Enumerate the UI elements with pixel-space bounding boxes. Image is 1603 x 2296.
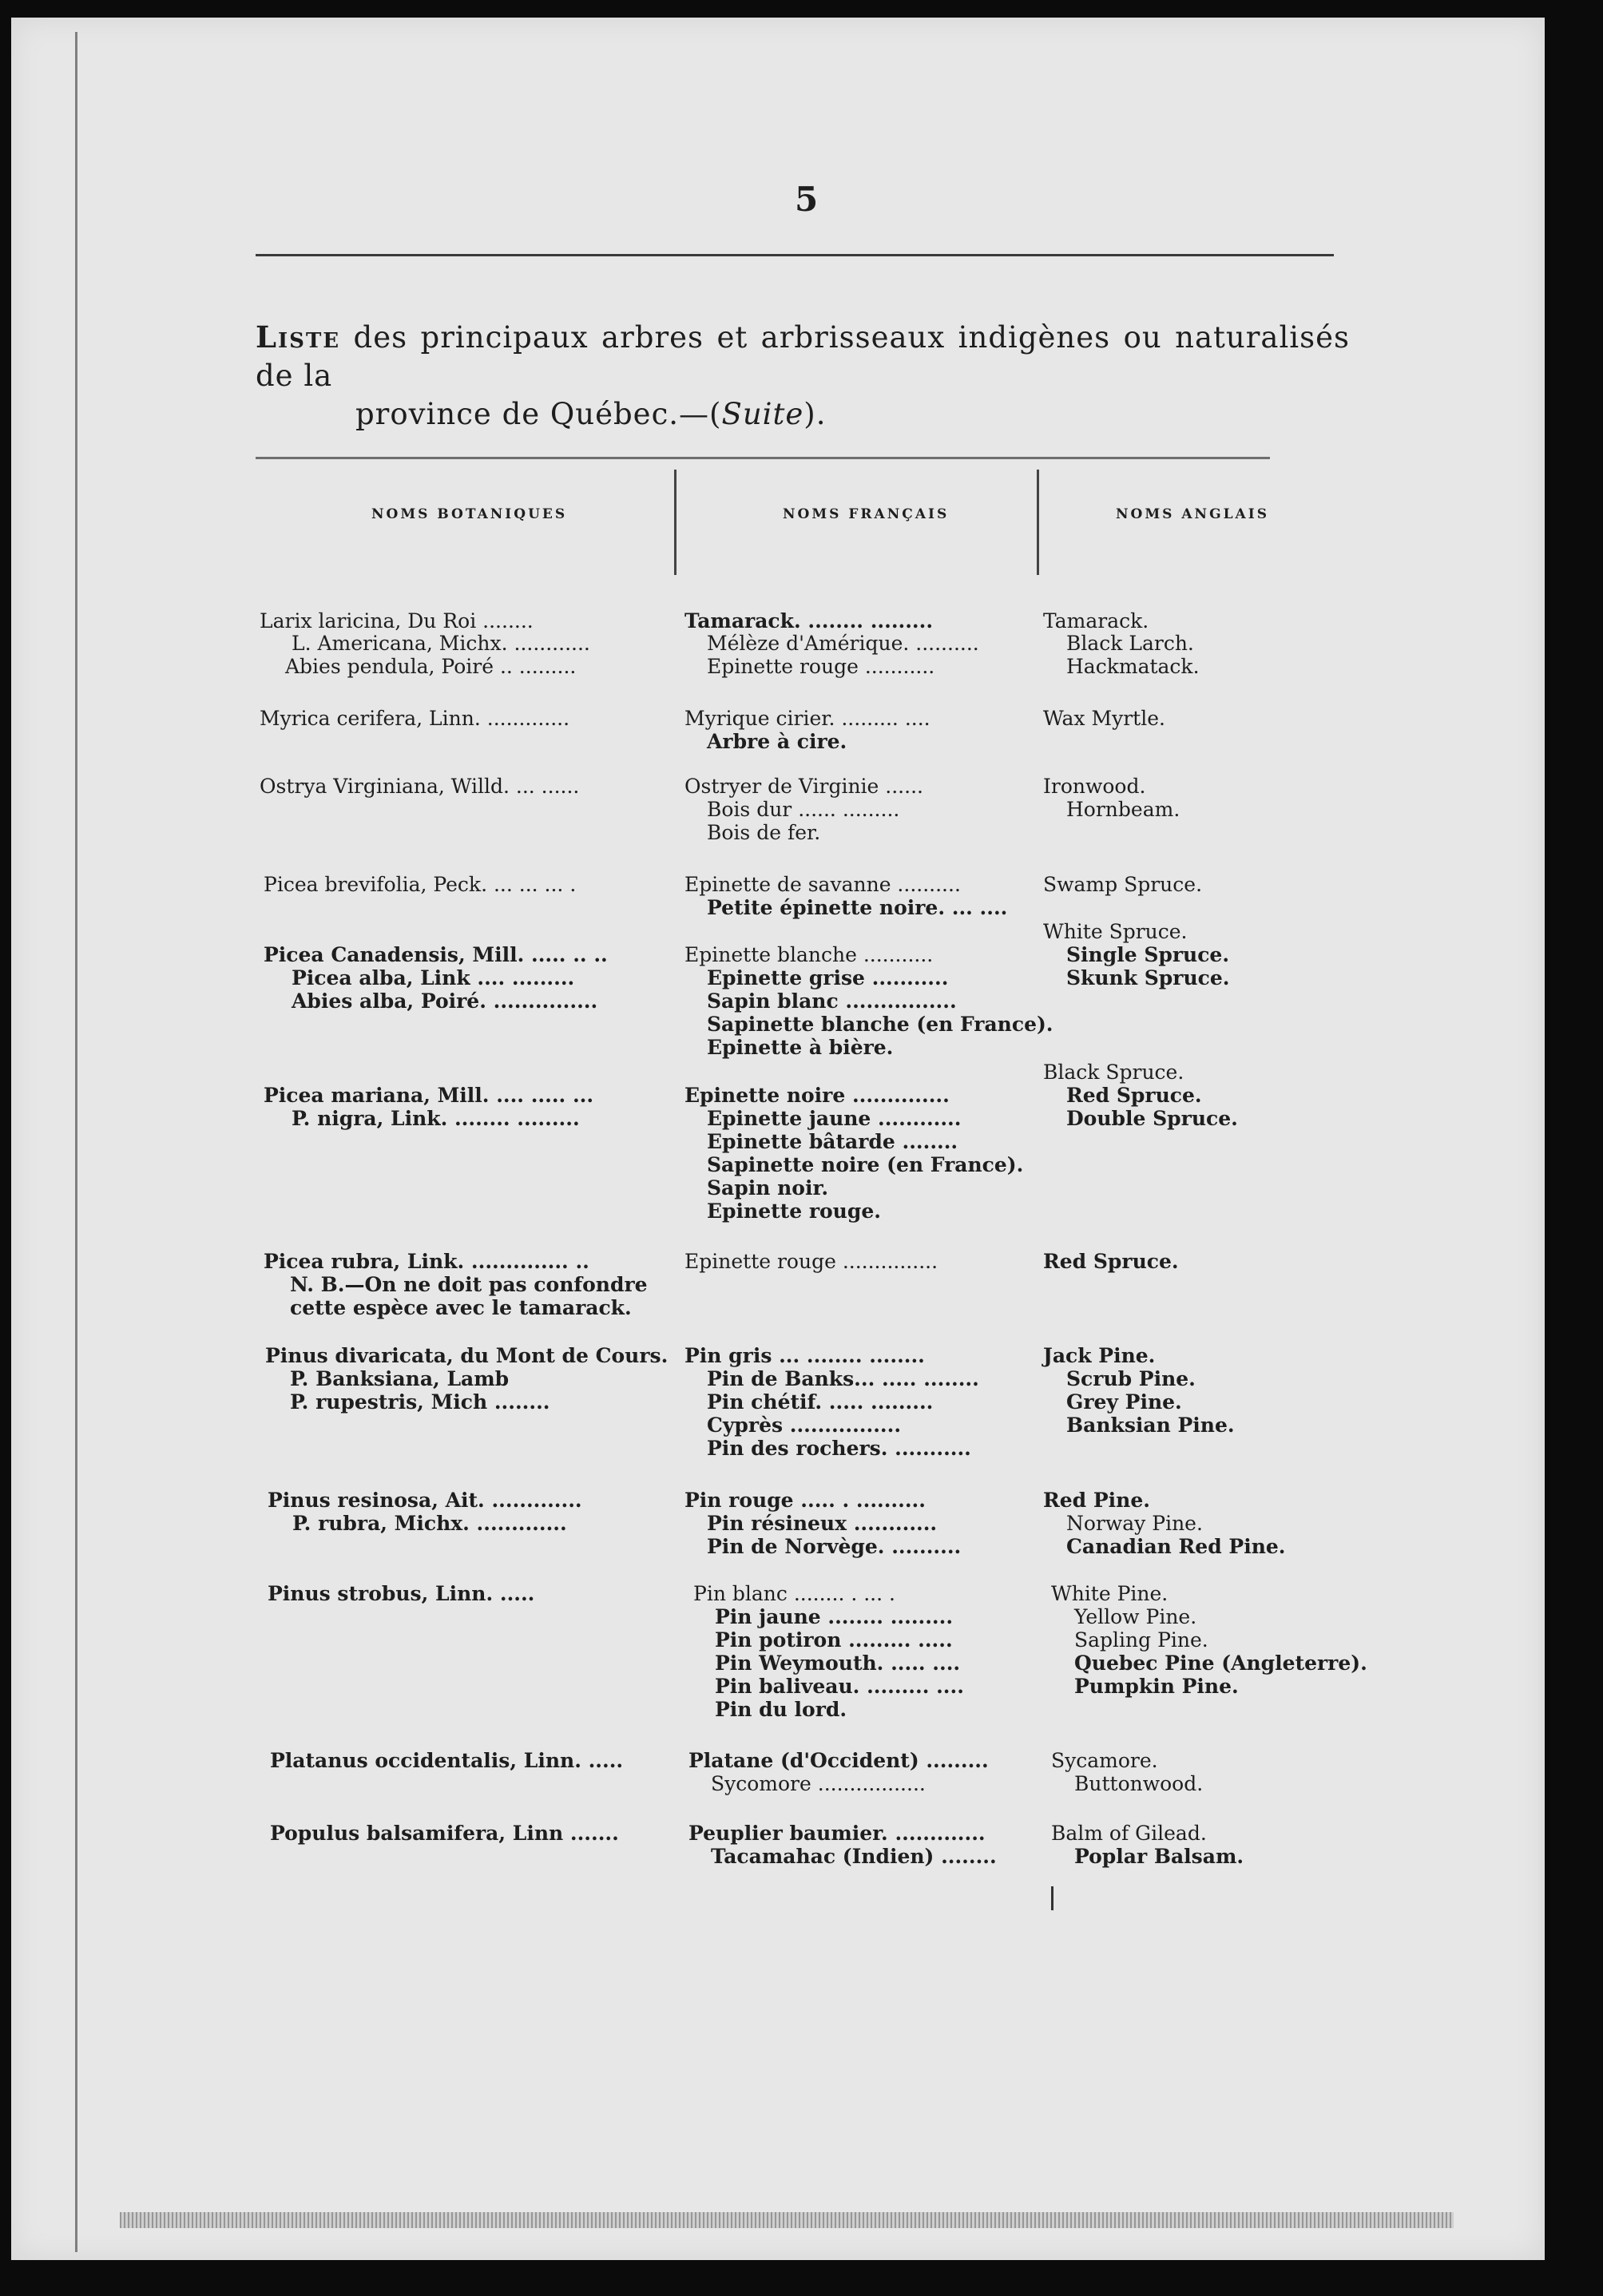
english-name: Canadian Red Pine.: [1066, 1535, 1286, 1558]
english-name: Swamp Spruce.: [1043, 873, 1203, 896]
english-name: Ironwood.: [1043, 775, 1146, 798]
french-name: Pin baliveau. ......... ....: [715, 1675, 964, 1698]
english-name: Pumpkin Pine.: [1074, 1675, 1239, 1698]
english-name: Tamarack.: [1043, 609, 1149, 632]
english-name: Red Spruce.: [1043, 1250, 1179, 1273]
french-name: Pin jaune ........ .........: [715, 1605, 954, 1628]
botanical-name: Myrica cerifera, Linn. .............: [260, 707, 570, 730]
english-name: Poplar Balsam.: [1074, 1845, 1244, 1868]
french-name: Epinette noire ..............: [684, 1084, 950, 1107]
scan-artifact-strip: [120, 2212, 1454, 2228]
column-header-english: NOMS ANGLAIS: [1116, 506, 1269, 522]
english-name: Wax Myrtle.: [1043, 707, 1165, 730]
botanical-name: Ostrya Virginiana, Willd. ... ......: [260, 775, 580, 798]
botanical-name: Pinus divaricata, du Mont de Cours.: [265, 1344, 669, 1367]
botanical-name: Abies alba, Poiré. ...............: [292, 989, 598, 1013]
french-name: Pin Weymouth. ..... ....: [715, 1652, 961, 1675]
french-name: Sapin noir.: [707, 1176, 829, 1200]
french-name: Pin potiron ......... .....: [715, 1628, 953, 1652]
french-name: Epinette rouge.: [707, 1200, 881, 1223]
french-name: Pin du lord.: [715, 1698, 847, 1721]
botanical-name: Pinus strobus, Linn. .....: [268, 1582, 535, 1605]
english-name: Single Spruce.: [1066, 943, 1230, 966]
french-name: Pin chétif. ..... .........: [707, 1390, 934, 1414]
page-number: 5: [795, 180, 819, 219]
english-name: Norway Pine.: [1066, 1512, 1203, 1535]
botanical-name: P. Banksiana, Lamb: [290, 1367, 510, 1390]
english-name: Jack Pine.: [1043, 1344, 1156, 1367]
botanical-name: Populus balsamifera, Linn .......: [270, 1822, 619, 1845]
french-name: Peuplier baumier. .............: [688, 1822, 986, 1845]
french-name: Pin de Norvège. ..........: [707, 1535, 962, 1558]
french-name: Pin rouge ..... . ..........: [684, 1489, 926, 1512]
english-name: Scrub Pine.: [1066, 1367, 1196, 1390]
french-name: Bois dur ...... .........: [707, 798, 900, 821]
french-name: Epinette grise ...........: [707, 966, 949, 989]
english-name: Double Spruce.: [1066, 1107, 1238, 1130]
botanical-name: Pinus resinosa, Ait. .............: [268, 1489, 582, 1512]
english-name: Grey Pine.: [1066, 1390, 1182, 1414]
french-name: Sapin blanc ................: [707, 989, 957, 1013]
english-name: Yellow Pine.: [1074, 1605, 1197, 1628]
french-name: Pin blanc ........ . ... .: [693, 1582, 895, 1605]
french-name: Pin gris ... ........ ........: [684, 1344, 925, 1367]
french-name: Pin des rochers. ...........: [707, 1437, 971, 1460]
english-name: Black Larch.: [1066, 632, 1194, 655]
english-name: Black Spruce.: [1043, 1061, 1184, 1084]
french-name: Cyprès ................: [707, 1414, 902, 1437]
title-suite: Suite: [721, 397, 804, 431]
english-name: Hornbeam.: [1066, 798, 1180, 821]
title-end: ).: [803, 397, 827, 431]
french-name: Arbre à cire.: [707, 730, 847, 753]
botanical-name: Picea Canadensis, Mill. ..... .. ..: [264, 943, 608, 966]
botanical-name: P. rubra, Michx. .............: [292, 1512, 567, 1535]
french-name: Epinette de savanne ..........: [684, 873, 961, 896]
column-header-french: NOMS FRANÇAIS: [783, 506, 950, 522]
french-name: Mélèze d'Amérique. ..........: [707, 632, 979, 655]
header-rule: [256, 254, 1334, 256]
title-line2: province de Québec.—(: [355, 397, 722, 431]
botanical-name: Larix laricina, Du Roi ........: [260, 609, 534, 632]
binding-edge: [75, 32, 77, 2252]
french-name: Epinette rouge ...........: [707, 655, 935, 678]
botanical-name: Picea rubra, Link. .............. ..: [264, 1250, 589, 1273]
french-name: Epinette jaune ............: [707, 1107, 962, 1130]
title-line1: des principaux arbres et arbrisseaux indigènes ou naturalisés de la: [256, 320, 1350, 393]
table-top-rule: [256, 457, 1270, 459]
title-lead: Liste: [256, 319, 341, 355]
english-name: Red Spruce.: [1066, 1084, 1202, 1107]
french-name: Epinette rouge ...............: [684, 1250, 938, 1273]
botanical-name: Abies pendula, Poiré .. .........: [285, 655, 577, 678]
english-name: Quebec Pine (Angleterre).: [1074, 1652, 1367, 1675]
botanical-name: Platanus occidentalis, Linn. .....: [270, 1749, 624, 1772]
english-name: White Pine.: [1051, 1582, 1169, 1605]
french-name: Bois de fer.: [707, 821, 821, 844]
french-name: Platane (d'Occident) .........: [688, 1749, 989, 1772]
column-divider-right: [1037, 470, 1039, 575]
french-name: Epinette à bière.: [707, 1036, 894, 1059]
column-header-botanical: NOMS BOTANIQUES: [371, 506, 568, 522]
french-name: Sapinette blanche (en France).: [707, 1013, 1053, 1036]
botanical-note: cette espèce avec le tamarack.: [290, 1296, 632, 1319]
title-line2-wrap: [256, 395, 1350, 434]
english-name: Buttonwood.: [1074, 1772, 1204, 1795]
botanical-name: Picea alba, Link .... .........: [292, 966, 575, 989]
scan-border: [1545, 0, 1603, 2296]
french-name: Epinette bâtarde ........: [707, 1130, 958, 1153]
botanical-name: Picea brevifolia, Peck. ... ... ... .: [264, 873, 577, 896]
english-name: White Spruce.: [1043, 920, 1188, 943]
botanical-name: Picea mariana, Mill. .... ..... ...: [264, 1084, 594, 1107]
english-name: Sapling Pine.: [1074, 1628, 1208, 1652]
column-divider-left: [674, 470, 677, 575]
french-name: Tacamahac (Indien) ........: [711, 1845, 997, 1868]
french-name: Sapinette noire (en France).: [707, 1153, 1024, 1176]
english-name: Sycamore.: [1051, 1749, 1158, 1772]
french-name: Sycomore .................: [711, 1772, 926, 1795]
french-name: Epinette blanche ...........: [684, 943, 934, 966]
botanical-note: N. B.—On ne doit pas confondre: [290, 1273, 648, 1296]
botanical-name: P. rupestris, Mich ........: [290, 1390, 550, 1414]
english-name: Red Pine.: [1043, 1489, 1150, 1512]
botanical-name: P. nigra, Link. ........ .........: [292, 1107, 580, 1130]
french-name: Pin résineux ............: [707, 1512, 938, 1535]
english-name: Balm of Gilead.: [1051, 1822, 1207, 1845]
french-name: Petite épinette noire. ... ....: [707, 896, 1008, 919]
botanical-name: L. Americana, Michx. ............: [292, 632, 590, 655]
french-name: Tamarack. ........ .........: [684, 609, 934, 632]
list-title: [256, 318, 1350, 434]
english-name: Hackmatack.: [1066, 655, 1200, 678]
french-name: Myrique cirier. ......... ....: [684, 707, 930, 730]
french-name: Pin de Banks... ..... ........: [707, 1367, 979, 1390]
english-name: Banksian Pine.: [1066, 1414, 1235, 1437]
english-name: Skunk Spruce.: [1066, 966, 1230, 989]
column-end-mark: [1051, 1886, 1053, 1910]
french-name: Ostryer de Virginie ......: [684, 775, 923, 798]
